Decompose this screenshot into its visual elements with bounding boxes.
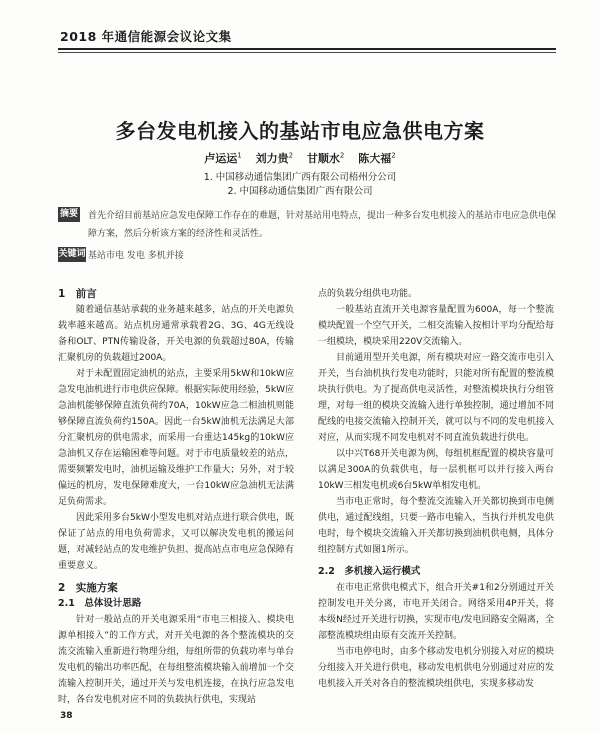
author-affil-mark: 1 <box>237 151 242 160</box>
paragraph: 一般基站直流开关电源容量配置为600A，每一个整流模块配置一个空气开关，二相交流输入按相计平均分配给每一组模块，模块采用220V交流输入。 <box>318 305 554 347</box>
page-number: 38 <box>60 711 73 721</box>
abstract-text: 首先介绍目前基站应急发电保障工作存在的难题，针对基站用电特点，提出一种多台发电机接入的基站市电应急供电保障方案，然后分析该方案的经济性和灵活性。 <box>88 211 557 239</box>
paragraph: 随着通信基站承载的业务越来越多，站点的开关电源负载率越来越高。站点机房通常承载着2G、3G、4G无线设备和OLT、PTN传输设备，开关电源的负载超过80A，传输汇聚机房的负载超过200A。 <box>58 305 294 363</box>
paragraph: 以中兴T68开关电源为例，每组机框配置的模块容量可以满足300A的负载供电，每一层机框可以并行接入两台10kW三相发电机或6台5kW单相发电机。 <box>318 449 554 491</box>
author-name: 甘顺水 <box>306 152 340 165</box>
keywords-label: 关键词 <box>58 247 86 262</box>
section-heading-1: 1 前言 <box>58 288 97 300</box>
keywords-text: 基站市电 发电 多机并接 <box>88 251 184 261</box>
header-rule-thick <box>58 48 556 50</box>
author <box>204 152 241 165</box>
author-affil-mark: 2 <box>288 151 294 160</box>
subsection-heading-2-1: 2.1 总体设计思路 <box>58 598 142 609</box>
conference-header: 2018 年通信能源会议论文集 <box>60 29 232 44</box>
author-name: 陈大福 <box>358 152 392 165</box>
author <box>256 152 293 165</box>
subsection-heading-2-2: 2.2 多机接入运行模式 <box>318 566 421 577</box>
paragraph: 当市电正常时，每个整流交流输入开关都切换到市电侧供电，通过配线组，只要一路市电输入，当执行并机发电供电时，每个模块交流输入开关都切换到油机供电侧，具体分组控制方式如图1所示。 <box>318 497 554 555</box>
affiliation-1: 1. 中国移动通信集团广西有限公司梧州分公司 <box>203 172 397 183</box>
author <box>307 152 344 165</box>
right-column <box>318 286 554 692</box>
paragraph: 点的负载分组供电功能。 <box>318 289 418 299</box>
paragraph: 目前通用型开关电源，所有模块对应一路交流市电引入开关，当台油机执行发电功能时，只能对所有配置的整流模块执行供电。为了提高供电灵活性，对整流模块执行分组管理，对每一组的模块交流输入进行单独控制，通过增加不同配线的电接交流输入控制开关，就可以与不同的发电机接入对应，从而实现不同发电机对不同直流负载进行供电。 <box>318 353 554 443</box>
paper-title: 多台发电机接入的基站市电应急供电方案 <box>115 119 485 143</box>
author <box>358 152 395 165</box>
affiliation-2: 2. 中国移动通信集团广西有限公司 <box>227 186 373 197</box>
author-list <box>0 150 600 166</box>
abstract-label: 摘要 <box>58 207 80 222</box>
section-heading-2: 2 实施方案 <box>58 582 118 594</box>
left-column <box>58 286 294 708</box>
paragraph: 针对一般站点的开关电源采用“市电三相接入、模块电源单相接入”的工作方式，对开关电源的各个整流模块的交流交流输入重新进行物理分组，每组所带的负载功率与单台发电机的输出功率匹配，在每组整流模块输入前增加一个交流输入控制开关，通过开关与发电机连接，在执行应急发电时，各台发电机对应不同的负载执行供电，实现站 <box>58 615 294 705</box>
author-name: 刘力贵 <box>255 152 289 165</box>
author-affil-mark: 2 <box>391 151 396 160</box>
paragraph: 因此采用多台5kW小型发电机对站点进行联合供电，既保证了站点的用电负荷需求，又可以解决发电机的搬运问题，对减轻站点的发电维护负担、提高站点市电应急保障有重要意义。 <box>58 513 294 571</box>
header-rule-thin <box>58 52 556 53</box>
paragraph: 对于未配置固定油机的站点，主要采用5kW和10kW应急发电油机进行市电供应保障。根据实际使用经验，5kW应急油机能够保障直流负荷约70A，10kW应急二相油机则能够保障直流负荷约150A。因此一台5kW油机无法满足大部分汇聚机房的供电需求，而采用一台重达145kg的10kW应急油机又存在运输困难等问题。对于市电质量较差的站点，需要频繁发电时，油机运输及维护工作量大；另外，对于较偏远的机房，发电保障难度大，一台10kW应急油机无法满足负荷需求。 <box>58 369 294 507</box>
author-affil-mark: 2 <box>339 151 345 160</box>
paragraph: 当市电停电时，由多个移动发电机分别接入对应的模块分组接入开关进行供电，移动发电机供电分别通过对应的发电机接入开关对各自的整流模块组供电，实现多移动发 <box>318 647 554 689</box>
paragraph: 在市电正常供电模式下，组合开关#1和2分别通过开关控制发电开关分离，市电开关闭合。网络采用4P开关，将本级N经过开关进行切换，实现市电/发电回路安全隔离，全部整流模块组由原有交流开关控制。 <box>318 583 554 641</box>
author-name: 卢运运 <box>204 152 238 165</box>
